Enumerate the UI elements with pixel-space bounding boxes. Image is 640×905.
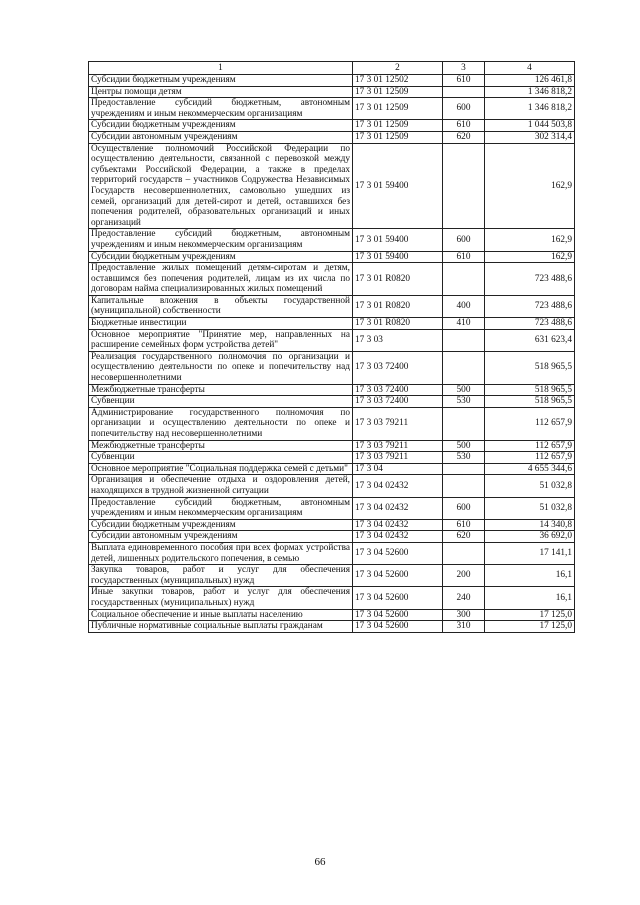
table-row	[89, 351, 575, 384]
row-code-cell: 17 3 04 02432	[353, 531, 443, 543]
table-row	[89, 329, 575, 351]
row-amount-cell: 14 340,8	[485, 519, 575, 531]
row-name-cell: Предоставление жилых помещений детям-сиротам и детям, оставшимся без попечения родителей, лицам из их числа по договорам найма специализированных жилых помещений	[89, 263, 353, 296]
row-name-cell: Реализация государственного полномочия по организации и осуществлению деятельности по опеке и попечительству над несовершеннолетними	[89, 351, 353, 384]
row-expense-type-cell: 240	[443, 587, 485, 609]
row-code-cell: 17 3 03 79211	[353, 407, 443, 440]
row-expense-type-cell	[443, 542, 485, 564]
header-row	[89, 62, 575, 75]
row-amount-cell: 723 488,6	[485, 295, 575, 317]
row-name-cell: Администрирование государственного полномочия по организации и осуществлению деятельности по опеке и попечительству над несовершеннолетними	[89, 407, 353, 440]
row-name-cell: Выплата единовременного пособия при всех формах устройства детей, лишенных родительского попечения, в семью	[89, 542, 353, 564]
row-amount-cell: 162,9	[485, 229, 575, 251]
table-row	[89, 587, 575, 609]
row-amount-cell: 723 488,6	[485, 318, 575, 330]
table-row	[89, 542, 575, 564]
row-name-cell: Публичные нормативные социальные выплаты гражданам	[89, 621, 353, 633]
row-expense-type-cell	[443, 86, 485, 98]
table-row	[89, 263, 575, 296]
row-name-cell: Субсидии бюджетным учреждениям	[89, 519, 353, 531]
row-amount-cell: 631 623,4	[485, 329, 575, 351]
row-amount-cell: 16,1	[485, 565, 575, 587]
row-expense-type-cell: 310	[443, 621, 485, 633]
budget-table	[88, 61, 575, 633]
row-amount-cell: 518 965,5	[485, 396, 575, 408]
row-code-cell: 17 3 03 79211	[353, 440, 443, 452]
row-amount-cell: 518 965,5	[485, 351, 575, 384]
table-row	[89, 396, 575, 408]
table-row	[89, 318, 575, 330]
row-expense-type-cell: 610	[443, 251, 485, 263]
row-amount-cell: 17 125,0	[485, 621, 575, 633]
row-name-cell: Субсидии автономным учреждениям	[89, 531, 353, 543]
table-row	[89, 251, 575, 263]
row-amount-cell: 302 314,4	[485, 131, 575, 143]
row-expense-type-cell: 620	[443, 131, 485, 143]
row-name-cell: Основное мероприятие "Социальная поддержка семей с детьми"	[89, 463, 353, 475]
header-col-3: 3	[443, 62, 485, 75]
row-code-cell: 17 3 01 12509	[353, 131, 443, 143]
row-amount-cell: 17 125,0	[485, 609, 575, 621]
row-amount-cell: 4 655 344,6	[485, 463, 575, 475]
row-amount-cell: 51 032,8	[485, 475, 575, 497]
row-amount-cell: 1 346 818,2	[485, 98, 575, 120]
row-name-cell: Межбюджетные трансферты	[89, 384, 353, 396]
row-code-cell: 17 3 01 R0820	[353, 263, 443, 296]
table-row	[89, 98, 575, 120]
row-amount-cell: 51 032,8	[485, 497, 575, 519]
row-expense-type-cell	[443, 263, 485, 296]
page-number: 66	[314, 856, 326, 868]
row-expense-type-cell: 200	[443, 565, 485, 587]
row-expense-type-cell: 300	[443, 609, 485, 621]
row-expense-type-cell: 610	[443, 120, 485, 132]
row-expense-type-cell: 530	[443, 396, 485, 408]
row-code-cell: 17 3 04 52600	[353, 587, 443, 609]
row-expense-type-cell: 400	[443, 295, 485, 317]
table-row	[89, 407, 575, 440]
table-row	[89, 519, 575, 531]
table-row	[89, 143, 575, 229]
row-code-cell: 17 3 01 12509	[353, 86, 443, 98]
row-code-cell: 17 3 04 02432	[353, 497, 443, 519]
row-name-cell: Основное мероприятие "Принятие мер, направленных на расширение семейных форм устройства детей"	[89, 329, 353, 351]
row-expense-type-cell: 600	[443, 229, 485, 251]
row-amount-cell: 162,9	[485, 143, 575, 229]
row-expense-type-cell: 620	[443, 531, 485, 543]
row-name-cell: Субвенции	[89, 452, 353, 464]
table-row	[89, 86, 575, 98]
table-row	[89, 384, 575, 396]
row-code-cell: 17 3 04 02432	[353, 519, 443, 531]
table-row	[89, 475, 575, 497]
row-name-cell: Предоставление субсидий бюджетным, автономным учреждениям и иным некоммерческим организациям	[89, 98, 353, 120]
row-amount-cell: 112 657,9	[485, 452, 575, 464]
row-amount-cell: 126 461,8	[485, 75, 575, 87]
row-expense-type-cell: 410	[443, 318, 485, 330]
row-code-cell: 17 3 01 12502	[353, 75, 443, 87]
row-expense-type-cell	[443, 351, 485, 384]
table-row	[89, 229, 575, 251]
row-code-cell: 17 3 03 72400	[353, 396, 443, 408]
table-row	[89, 120, 575, 132]
row-code-cell: 17 3 01 59400	[353, 251, 443, 263]
row-name-cell: Центры помощи детям	[89, 86, 353, 98]
row-amount-cell: 1 346 818,2	[485, 86, 575, 98]
row-code-cell: 17 3 03 72400	[353, 351, 443, 384]
row-expense-type-cell: 530	[443, 452, 485, 464]
table-row	[89, 497, 575, 519]
row-code-cell: 17 3 03 79211	[353, 452, 443, 464]
row-code-cell: 17 3 03 72400	[353, 384, 443, 396]
row-code-cell: 17 3 04	[353, 463, 443, 475]
row-code-cell: 17 3 04 52600	[353, 609, 443, 621]
table-row	[89, 463, 575, 475]
row-name-cell: Предоставление субсидий бюджетным, автономным учреждениям и иным некоммерческим организациям	[89, 229, 353, 251]
row-name-cell: Иные закупки товаров, работ и услуг для обеспечения государственных (муниципальных) нужд	[89, 587, 353, 609]
row-name-cell: Субсидии бюджетным учреждениям	[89, 75, 353, 87]
row-expense-type-cell: 500	[443, 384, 485, 396]
table-row	[89, 131, 575, 143]
row-code-cell: 17 3 01 12509	[353, 120, 443, 132]
row-name-cell: Бюджетные инвестиции	[89, 318, 353, 330]
row-name-cell: Закупка товаров, работ и услуг для обеспечения государственных (муниципальных) нужд	[89, 565, 353, 587]
row-name-cell: Субсидии бюджетным учреждениям	[89, 251, 353, 263]
row-code-cell: 17 3 04 52600	[353, 542, 443, 564]
row-amount-cell: 723 488,6	[485, 263, 575, 296]
row-amount-cell: 1 044 503,8	[485, 120, 575, 132]
row-code-cell: 17 3 04 52600	[353, 621, 443, 633]
table-row	[89, 75, 575, 87]
row-code-cell: 17 3 01 R0820	[353, 295, 443, 317]
row-expense-type-cell: 610	[443, 75, 485, 87]
row-amount-cell: 112 657,9	[485, 440, 575, 452]
row-name-cell: Субсидии бюджетным учреждениям	[89, 120, 353, 132]
row-expense-type-cell: 610	[443, 519, 485, 531]
header-col-2: 2	[353, 62, 443, 75]
row-name-cell: Субвенции	[89, 396, 353, 408]
row-name-cell: Социальное обеспечение и иные выплаты населению	[89, 609, 353, 621]
row-code-cell: 17 3 03	[353, 329, 443, 351]
table-row	[89, 609, 575, 621]
row-amount-cell: 36 692,0	[485, 531, 575, 543]
row-amount-cell: 112 657,9	[485, 407, 575, 440]
header-col-1: 1	[89, 62, 353, 75]
row-expense-type-cell: 600	[443, 497, 485, 519]
row-name-cell: Осуществление полномочий Российской Федерации по осуществлению деятельности, связанной с перевозкой между субъектами Российской Федерации, а также в пределах территорий государств – участников Содружества Независимых Государств несовершеннолетних, самовольно ушедших из семей, организаций для детей-сирот и детей, оставшихся без попечения родителей, образовательных организаций и иных организаций	[89, 143, 353, 229]
row-amount-cell: 17 141,1	[485, 542, 575, 564]
table-row	[89, 531, 575, 543]
row-amount-cell: 162,9	[485, 251, 575, 263]
row-expense-type-cell: 500	[443, 440, 485, 452]
row-expense-type-cell: 600	[443, 98, 485, 120]
row-expense-type-cell	[443, 143, 485, 229]
row-amount-cell: 16,1	[485, 587, 575, 609]
table-row	[89, 452, 575, 464]
row-code-cell: 17 3 01 R0820	[353, 318, 443, 330]
row-expense-type-cell	[443, 475, 485, 497]
row-name-cell: Предоставление субсидий бюджетным, автономным учреждениям и иным некоммерческим организациям	[89, 497, 353, 519]
row-code-cell: 17 3 04 52600	[353, 565, 443, 587]
row-name-cell: Организация и обеспечение отдыха и оздоровления детей, находящихся в трудной жизненной ситуации	[89, 475, 353, 497]
row-code-cell: 17 3 01 12509	[353, 98, 443, 120]
row-code-cell: 17 3 04 02432	[353, 475, 443, 497]
row-name-cell: Капитальные вложения в объекты государственной (муниципальной) собственности	[89, 295, 353, 317]
row-name-cell: Межбюджетные трансферты	[89, 440, 353, 452]
table-row	[89, 565, 575, 587]
row-expense-type-cell	[443, 463, 485, 475]
row-name-cell: Субсидии автономным учреждениям	[89, 131, 353, 143]
table-row	[89, 621, 575, 633]
row-code-cell: 17 3 01 59400	[353, 229, 443, 251]
row-amount-cell: 518 965,5	[485, 384, 575, 396]
table-row	[89, 295, 575, 317]
header-col-4: 4	[485, 62, 575, 75]
table-row	[89, 440, 575, 452]
row-expense-type-cell	[443, 329, 485, 351]
row-code-cell: 17 3 01 59400	[353, 143, 443, 229]
row-expense-type-cell	[443, 407, 485, 440]
